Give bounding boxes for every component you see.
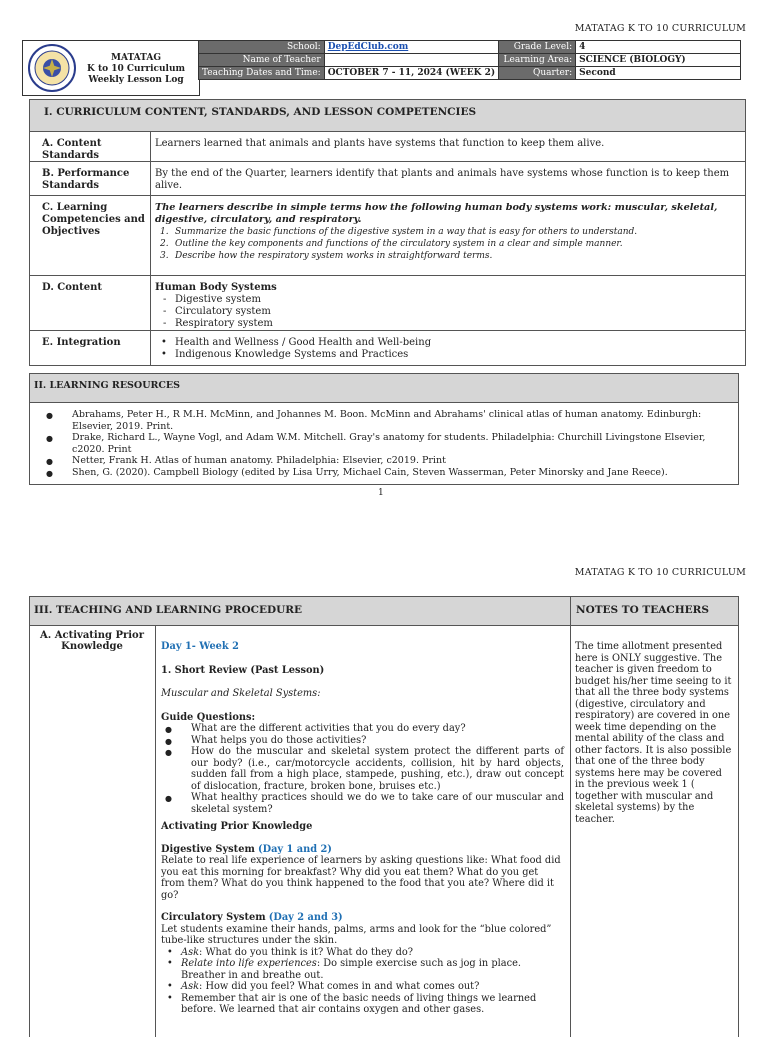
school-link[interactable]: DepEdClub.com <box>324 41 498 54</box>
guide-question: ● What helps you do those activities? <box>161 735 564 747</box>
competencies-intro: The learners describe in simple terms how the following human body systems work: muscular, skeletal, digestive, circulatory, and respiratory. <box>155 202 718 225</box>
guide-question: ● What are the different activities that you do every day? <box>161 723 564 735</box>
competencies-row <box>30 195 745 276</box>
section-resources <box>29 373 739 485</box>
deped-seal-icon <box>27 43 77 93</box>
circulatory-list <box>161 947 564 1016</box>
content-row <box>30 275 745 331</box>
circulatory-item: • Ask: How did you feel? What comes in and what comes out? <box>161 981 564 993</box>
teacher-value <box>324 54 498 67</box>
circulatory-text: Let students examine their hands, palms, arms and look for the “blue colored” tube-like structures under the skin. <box>161 923 552 946</box>
curriculum-label: MATATAG K TO 10 CURRICULUM <box>574 23 746 34</box>
content-standards-label: A. Content Standards <box>42 138 102 161</box>
section2-title: II. LEARNING RESOURCES <box>34 380 181 391</box>
logo-title-3: Weekly Lesson Log <box>88 75 184 85</box>
objective-item: 3. Describe how the respiratory system works in straightforward terms. <box>160 251 493 261</box>
digestive-days: (Day 1 and 2) <box>257 843 332 855</box>
content-standards-text: Learners learned that animals and plants have systems that function to keep them alive. <box>155 138 605 149</box>
activating-content <box>161 641 564 1016</box>
content-item: - Digestive system <box>155 294 739 306</box>
dates-value: OCTOBER 7 - 11, 2024 (WEEK 2) <box>324 67 498 80</box>
past-topic: Muscular and Skeletal Systems: <box>161 688 321 699</box>
school-label: School: <box>199 41 325 54</box>
dates-label: Teaching Dates and Time: <box>199 67 325 80</box>
grade-label: Grade Level: <box>499 41 576 54</box>
integration-item: • Indigenous Knowledge Systems and Practices <box>155 349 739 361</box>
teacher-label: Name of Teacher <box>199 54 325 67</box>
page-number: 1 <box>378 488 384 498</box>
day-label: Day 1- Week 2 <box>161 641 239 652</box>
digestive-heading: Digestive System <box>161 843 255 855</box>
content-label: D. Content <box>42 282 103 293</box>
activating-label: A. Activating Prior Knowledge <box>40 630 144 652</box>
guide-question: ● How do the muscular and skeletal system protect the different parts of our body? (i.e., car/motorcycle accidents, collision, hit by hard objects, sudden fall from a high place, stampede, pushing, etc.), draw out concept of dislocation, fracture, broken bone, bruises etc.) <box>161 746 564 792</box>
circulatory-item: • Relate into life experiences: Do simple exercise such as jog in place. Breather in and breathe out. <box>161 958 564 981</box>
content-item: - Circulatory system <box>155 306 739 318</box>
curriculum-label-page2: MATATAG K TO 10 CURRICULUM <box>574 567 746 578</box>
area-label: Learning Area: <box>499 54 576 67</box>
guide-question: ● What healthy practices should we do we to take care of our muscular and skeletal system? <box>161 792 564 815</box>
section3-title: III. TEACHING AND LEARNING PROCEDURE <box>34 604 303 616</box>
performance-standards-text: By the end of the Quarter, learners identify that plants and animals have systems whose function is to keep them alive. <box>155 168 730 191</box>
integration-row <box>30 330 745 365</box>
objective-item: 1. Summarize the basic functions of the digestive system in a way that is easy for others to understand. <box>160 227 638 237</box>
performance-standards-label: B. Performance Standards <box>42 168 130 191</box>
integration-list <box>155 337 739 361</box>
lesson-info-table <box>198 40 741 80</box>
resource-item: ● Drake, Richard L., Wayne Vogl, and Adam W.M. Mitchell. Gray's anatomy for students. Philadelphia: Churchill Livingstone Elsevier, c2020. Print <box>42 432 732 455</box>
content-title: Human Body Systems <box>155 282 277 293</box>
short-review-heading: 1. Short Review (Past Lesson) <box>161 664 325 676</box>
resource-item: ● Abrahams, Peter H., R M.H. McMinn, and Johannes M. Boon. McMinn and Abrahams' clinical atlas of human anatomy. Edinburgh: Elsevier, 2019. Print. <box>42 409 732 432</box>
competencies-label: C. Learning Competencies and Objectives <box>42 202 145 237</box>
objective-item: 2. Outline the key components and functions of the circulatory system in a clear and simple manner. <box>160 239 623 249</box>
notes-title: NOTES TO TEACHERS <box>576 604 709 616</box>
logo-title-1: MATATAG <box>110 53 162 63</box>
circulatory-heading: Circulatory System <box>161 912 266 923</box>
quarter-value: Second <box>576 67 741 80</box>
digestive-text: Relate to real life experience of learners by asking questions like: What food did you eat this morning for breakfast? Why did you eat them? What do you get from them? What do you think happened to the food that you ate? Where did it go? <box>161 855 561 901</box>
guide-questions-heading: Guide Questions: <box>161 711 256 723</box>
circulatory-item: • Remember that air is one of the basic needs of living things we learned before. We learned that air contains oxygen and other gases. <box>161 993 564 1016</box>
guide-questions-list <box>161 723 564 815</box>
header-block <box>22 40 200 96</box>
integration-item: • Health and Wellness / Good Health and Well-being <box>155 337 739 349</box>
circulatory-item: • Ask: What do you think is it? What do they do? <box>161 947 564 959</box>
content-item: - Respiratory system <box>155 318 739 330</box>
resources-list <box>42 409 732 478</box>
section-procedure <box>29 596 739 1037</box>
area-value: SCIENCE (BIOLOGY) <box>576 54 741 67</box>
notes-text: The time allotment presented here is ONLY suggestive. The teacher is given freedom to budget his/her time seeing to it that all the three body systems (digestive, circulatory and respiratory) are covered in one week time depending on the mental ability of the class and other factors. It is also possible that one of the three body systems here may be covered in the previous week 1 ( together with muscular and skeletal systems) by the teacher. <box>575 641 732 825</box>
content-list <box>155 294 739 330</box>
objectives-list <box>155 226 739 262</box>
resource-item: ● Netter, Frank H. Atlas of human anatomy. Philadelphia: Elsevier, c2019. Print <box>42 455 732 467</box>
section-curriculum <box>29 99 746 366</box>
logo-title-2: K to 10 Curriculum <box>86 64 186 74</box>
integration-label: E. Integration <box>42 337 121 348</box>
apk-heading: Activating Prior Knowledge <box>161 821 313 832</box>
resource-item: ● Shen, G. (2020). Campbell Biology (edited by Lisa Urry, Michael Cain, Steven Wasserman, Peter Minorsky and Jane Reece). <box>42 467 732 479</box>
section1-title: I. CURRICULUM CONTENT, STANDARDS, AND LESSON COMPETENCIES <box>44 106 477 118</box>
circulatory-days: (Day 2 and 3) <box>268 912 343 923</box>
content-standards-row <box>30 131 745 162</box>
performance-standards-row <box>30 161 745 196</box>
grade-value: 4 <box>576 41 741 54</box>
quarter-label: Quarter: <box>499 67 576 80</box>
